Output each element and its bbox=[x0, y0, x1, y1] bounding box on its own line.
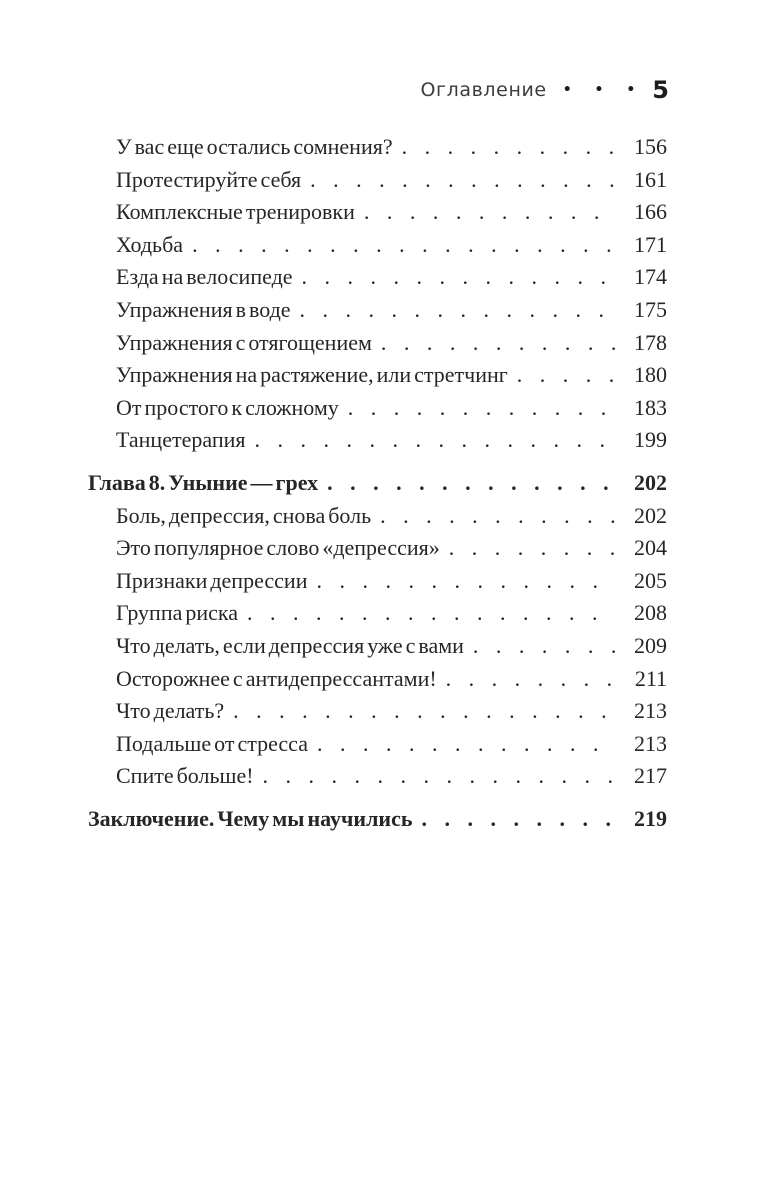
separator-dots-icon: • • • bbox=[562, 82, 643, 98]
toc-entry-title: Упражнения на растяжение, или стретчинг bbox=[116, 362, 508, 388]
toc-dot-leader bbox=[302, 261, 616, 294]
toc-entry-page: 202 bbox=[634, 502, 667, 528]
toc-entry bbox=[88, 131, 667, 164]
toc-entry bbox=[88, 164, 667, 197]
toc-entry bbox=[88, 630, 667, 663]
toc-entry-page: 183 bbox=[634, 394, 667, 420]
toc-entry-page: 211 bbox=[634, 665, 667, 691]
toc-dot-leader bbox=[446, 663, 616, 696]
toc-entry bbox=[88, 294, 667, 327]
toc-entry-title: Танцетерапия bbox=[116, 427, 246, 453]
toc-entry-page: 156 bbox=[634, 134, 667, 159]
toc-dot-leader bbox=[517, 359, 616, 392]
toc-dot-leader bbox=[473, 630, 616, 663]
toc-entry-title: Это популярное слово «депрессия» bbox=[116, 535, 440, 561]
toc-entry-title: Глава 8. Уныние — грех bbox=[88, 469, 319, 495]
toc-list bbox=[88, 131, 667, 835]
toc-entry-title: От простого к сложному bbox=[116, 394, 339, 420]
toc-entry-page: 219 bbox=[634, 805, 667, 831]
toc-entry-page: 205 bbox=[634, 567, 667, 593]
toc-entry bbox=[88, 532, 667, 565]
toc-entry bbox=[88, 424, 667, 457]
toc-entry-title: Осторожнее с антидепрессантами! bbox=[116, 665, 437, 691]
toc-entry bbox=[88, 803, 667, 836]
toc-entry bbox=[88, 728, 667, 761]
toc-dot-leader bbox=[310, 164, 616, 197]
toc-entry-page: 202 bbox=[634, 469, 667, 495]
toc-entry-page: 166 bbox=[634, 199, 667, 225]
toc-dot-leader bbox=[300, 294, 616, 327]
toc-dot-leader bbox=[263, 760, 616, 793]
toc-entry-title: Группа риска bbox=[116, 600, 239, 626]
toc-entry-page: 213 bbox=[634, 698, 667, 724]
toc-entry-title: Заключение. Чему мы научились bbox=[88, 805, 413, 831]
toc-dot-leader bbox=[449, 532, 616, 565]
toc-entry bbox=[88, 695, 667, 728]
toc-entry-title: Подальше от стресса bbox=[116, 730, 308, 756]
toc-entry-title: Ходьба bbox=[116, 231, 184, 257]
toc-entry bbox=[88, 597, 667, 630]
toc-entry-page: 175 bbox=[634, 296, 667, 322]
toc-entry-page: 208 bbox=[634, 600, 667, 626]
toc-entry-title: Что делать? bbox=[116, 698, 225, 724]
toc-entry-title: Признаки депрессии bbox=[116, 567, 308, 593]
toc-entry bbox=[88, 196, 667, 229]
running-header bbox=[420, 76, 669, 104]
toc-entry bbox=[88, 565, 667, 598]
toc-entry-page: 171 bbox=[634, 231, 667, 257]
toc-entry-title: Протестируйте себя bbox=[116, 166, 302, 192]
toc-dot-leader bbox=[348, 392, 616, 425]
toc-entry-title: У вас еще остались сомнения? bbox=[116, 134, 393, 159]
toc-entry bbox=[88, 760, 667, 793]
toc-entry-title: Комплексные тренировки bbox=[116, 199, 355, 225]
toc-entry-page: 204 bbox=[634, 535, 667, 561]
toc-entry-page: 174 bbox=[634, 264, 667, 290]
toc-entry bbox=[88, 663, 667, 696]
toc-entry bbox=[88, 467, 667, 500]
toc-entry bbox=[88, 229, 667, 262]
toc-dot-leader bbox=[233, 695, 616, 728]
toc-entry-title: Упражнения с отягощением bbox=[116, 329, 372, 355]
toc-entry bbox=[88, 500, 667, 533]
toc-entry-page: 178 bbox=[634, 329, 667, 355]
toc-entry bbox=[88, 392, 667, 425]
toc-dot-leader bbox=[381, 327, 616, 360]
toc-entry-page: 161 bbox=[634, 166, 667, 192]
toc-dot-leader bbox=[422, 803, 616, 836]
toc-dot-leader bbox=[380, 500, 616, 533]
toc-dot-leader bbox=[317, 728, 616, 761]
toc-entry bbox=[88, 261, 667, 294]
toc-dot-leader bbox=[316, 565, 616, 598]
current-page-number: 5 bbox=[652, 76, 669, 104]
running-header-title: Оглавление bbox=[420, 79, 547, 101]
toc-entry-page: 199 bbox=[634, 427, 667, 453]
toc-entry-title: Что делать, если депрессия уже с вами bbox=[116, 632, 464, 658]
toc-dot-leader bbox=[402, 131, 616, 164]
toc-entry-title: Боль, депрессия, снова боль bbox=[116, 502, 372, 528]
toc-entry-page: 213 bbox=[634, 730, 667, 756]
toc-dot-leader bbox=[192, 229, 616, 262]
toc-dot-leader bbox=[247, 597, 616, 630]
toc-entry-title: Спите больше! bbox=[116, 763, 254, 789]
toc-entry-title: Езда на велосипеде bbox=[116, 264, 293, 290]
toc-dot-leader bbox=[255, 424, 617, 457]
toc-entry-title: Упражнения в воде bbox=[116, 296, 291, 322]
toc-entry-page: 209 bbox=[634, 632, 667, 658]
toc-dot-leader bbox=[364, 196, 616, 229]
toc-entry-page: 217 bbox=[634, 763, 667, 789]
toc-entry-page: 180 bbox=[634, 362, 667, 388]
toc-dot-leader bbox=[327, 467, 616, 500]
toc-entry bbox=[88, 359, 667, 392]
toc-entry bbox=[88, 327, 667, 360]
